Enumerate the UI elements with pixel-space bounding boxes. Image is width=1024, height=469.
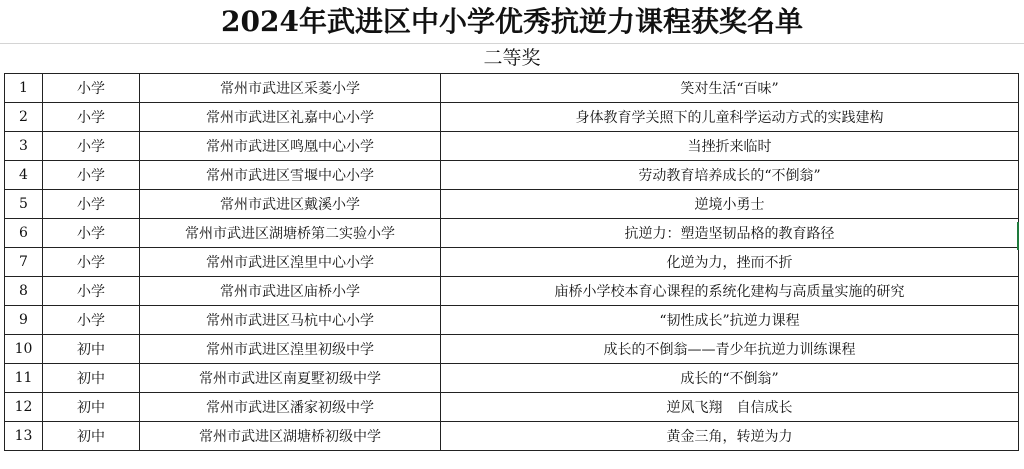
school-name-cell[interactable]: 常州市武进区湖塘桥第二实验小学 (140, 219, 441, 248)
school-level-cell[interactable]: 小学 (43, 248, 140, 277)
school-name-cell[interactable]: 常州市武进区南夏墅初级中学 (140, 364, 441, 393)
school-level-cell[interactable]: 小学 (43, 161, 140, 190)
school-level-cell[interactable]: 小学 (43, 103, 140, 132)
row-number-cell[interactable]: 9 (5, 306, 43, 335)
course-name-cell[interactable]: 当挫折来临时 (441, 132, 1019, 161)
award-level-heading: 二等奖 (483, 47, 541, 69)
school-name-cell[interactable]: 常州市武进区湟里初级中学 (140, 335, 441, 364)
course-name-cell[interactable]: 劳动教育培养成长的“不倒翁” (441, 161, 1019, 190)
table-row (5, 335, 1019, 364)
table-row (5, 132, 1019, 161)
table-row (5, 248, 1019, 277)
school-name-cell[interactable]: 常州市武进区采菱小学 (140, 74, 441, 103)
row-number-cell[interactable]: 13 (5, 422, 43, 451)
school-level-cell[interactable]: 小学 (43, 190, 140, 219)
school-level-cell[interactable]: 小学 (43, 306, 140, 335)
school-level-cell[interactable]: 初中 (43, 393, 140, 422)
table-row (5, 161, 1019, 190)
school-level-cell[interactable]: 小学 (43, 277, 140, 306)
row-number-cell[interactable]: 12 (5, 393, 43, 422)
table-row (5, 306, 1019, 335)
table-row (5, 364, 1019, 393)
table-row (5, 103, 1019, 132)
course-name-cell[interactable]: 成长的不倒翁——青少年抗逆力训练课程 (441, 335, 1019, 364)
row-number-cell[interactable]: 6 (5, 219, 43, 248)
award-table-body (5, 74, 1019, 451)
school-name-cell[interactable]: 常州市武进区湖塘桥初级中学 (140, 422, 441, 451)
row-number-cell[interactable]: 4 (5, 161, 43, 190)
school-level-cell[interactable]: 小学 (43, 219, 140, 248)
course-name-cell[interactable]: 逆境小勇士 (441, 190, 1019, 219)
row-number-cell[interactable]: 8 (5, 277, 43, 306)
course-name-cell[interactable]: 黄金三角，转逆为力 (441, 422, 1019, 451)
school-level-cell[interactable]: 小学 (43, 132, 140, 161)
row-number-cell[interactable]: 3 (5, 132, 43, 161)
table-row (5, 190, 1019, 219)
course-name-cell[interactable]: 身体教育学关照下的儿童科学运动方式的实践建构 (441, 103, 1019, 132)
school-level-cell[interactable]: 初中 (43, 335, 140, 364)
school-level-cell[interactable]: 初中 (43, 422, 140, 451)
table-row (5, 219, 1019, 248)
table-row (5, 277, 1019, 306)
course-name-cell[interactable]: 逆风飞翔 自信成长 (441, 393, 1019, 422)
course-name-cell[interactable]: 成长的“不倒翁” (441, 364, 1019, 393)
award-table (4, 73, 1019, 451)
school-level-cell[interactable]: 小学 (43, 74, 140, 103)
school-level-cell[interactable]: 初中 (43, 364, 140, 393)
row-number-cell[interactable]: 10 (5, 335, 43, 364)
row-number-cell[interactable]: 2 (5, 103, 43, 132)
school-name-cell[interactable]: 常州市武进区湟里中心小学 (140, 248, 441, 277)
row-number-cell[interactable]: 7 (5, 248, 43, 277)
table-row (5, 74, 1019, 103)
school-name-cell[interactable]: 常州市武进区雪堰中心小学 (140, 161, 441, 190)
course-name-cell[interactable]: 化逆为力，挫而不折 (441, 248, 1019, 277)
row-number-cell[interactable]: 5 (5, 190, 43, 219)
row-number-cell[interactable]: 11 (5, 364, 43, 393)
table-row (5, 422, 1019, 451)
course-name-cell[interactable]: 庙桥小学校本育心课程的系统化建构与高质量实施的研究 (441, 277, 1019, 306)
course-name-cell[interactable]: “韧性成长”抗逆力课程 (441, 306, 1019, 335)
school-name-cell[interactable]: 常州市武进区潘家初级中学 (140, 393, 441, 422)
course-name-cell[interactable]: 笑对生活“百味” (441, 74, 1019, 103)
school-name-cell[interactable]: 常州市武进区礼嘉中心小学 (140, 103, 441, 132)
school-name-cell[interactable]: 常州市武进区庙桥小学 (140, 277, 441, 306)
school-name-cell[interactable]: 常州市武进区鸣凰中心小学 (140, 132, 441, 161)
course-name-cell[interactable]: 抗逆力：塑造坚韧品格的教育路径 (441, 219, 1019, 248)
sheet-title: 2024年武进区中小学优秀抗逆力课程获奖名单 (221, 5, 803, 38)
cell-selection-marker (1017, 222, 1023, 250)
school-name-cell[interactable]: 常州市武进区戴溪小学 (140, 190, 441, 219)
school-name-cell[interactable]: 常州市武进区马杭中心小学 (140, 306, 441, 335)
row-number-cell[interactable]: 1 (5, 74, 43, 103)
table-row (5, 393, 1019, 422)
